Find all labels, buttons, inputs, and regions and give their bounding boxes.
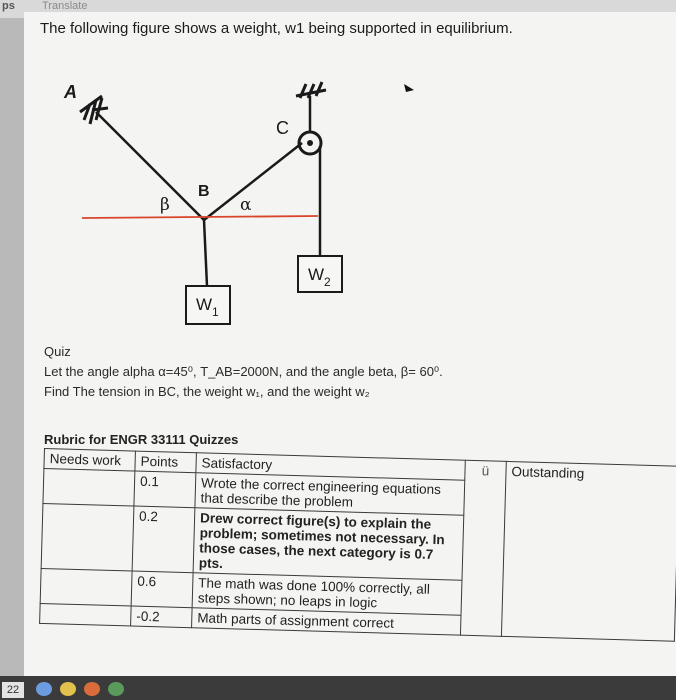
criteria-cell: Wrote the correct engineering equations that describe the problem [195,473,465,515]
translate-tab[interactable]: Translate [42,0,88,12]
quiz-title: Quiz [44,344,71,359]
header-points: Points [135,451,197,473]
rope-to-w1 [204,220,207,286]
header-outstanding: Outstanding [501,461,676,641]
page-heading: The following figure shows a weight, w1 being supported in equilibrium. [40,20,513,37]
label-alpha: α [240,195,252,215]
pulley-axle [307,140,313,146]
label-w1: $W_1$ [196,295,219,319]
points-cell: 0.6 [131,571,193,608]
rope-ab [96,112,204,220]
app-icon[interactable] [60,682,76,696]
page-number-badge: 22 [2,682,24,698]
support-c-hatch [296,82,326,98]
app-icon[interactable] [36,682,52,696]
taskbar [0,676,676,700]
horizontal-reference-line [82,216,318,218]
rubric-table [39,448,676,642]
rope-bc [204,143,302,220]
points-cell: 0.2 [132,506,195,573]
criteria-cell: Drew correct figure(s) to explain the problem; sometimes not necessary. In those cases, the next category is 0.7 pts. [193,508,464,580]
criteria-cell: Math parts of assignment correct [192,608,461,636]
rubric-title: Rubric for ENGR 33111 Quizzes [44,432,239,447]
header-u: ü [460,460,506,636]
needs-work-cell [43,469,135,507]
label-b: B [198,183,210,200]
label-a: A [64,82,77,102]
app-icon[interactable] [108,682,124,696]
quiz-line-1: Let the angle alpha α=45⁰, T_AB=2000N, and the angle beta, β= 60⁰. [44,364,443,379]
mouse-cursor [404,84,414,92]
label-beta: β [160,195,170,215]
needs-work-cell [40,568,132,606]
corner-label: ps [2,0,15,12]
points-cell: 0.1 [134,471,196,508]
label-c: C [276,118,289,138]
points-cell: -0.2 [131,606,193,628]
quiz-line-2: Find The tension in BC, the weight w₁, and the weight w₂ [44,384,370,399]
needs-work-cell [41,503,134,571]
header-needs-work: Needs work [44,449,136,472]
label-w2: $W_2$ [308,265,331,289]
needs-work-cell [40,603,132,626]
app-icon[interactable] [84,682,100,696]
header-satisfactory: Satisfactory [196,453,465,481]
criteria-cell: The math was done 100% correctly, all steps shown; no leaps in logic [192,573,462,615]
